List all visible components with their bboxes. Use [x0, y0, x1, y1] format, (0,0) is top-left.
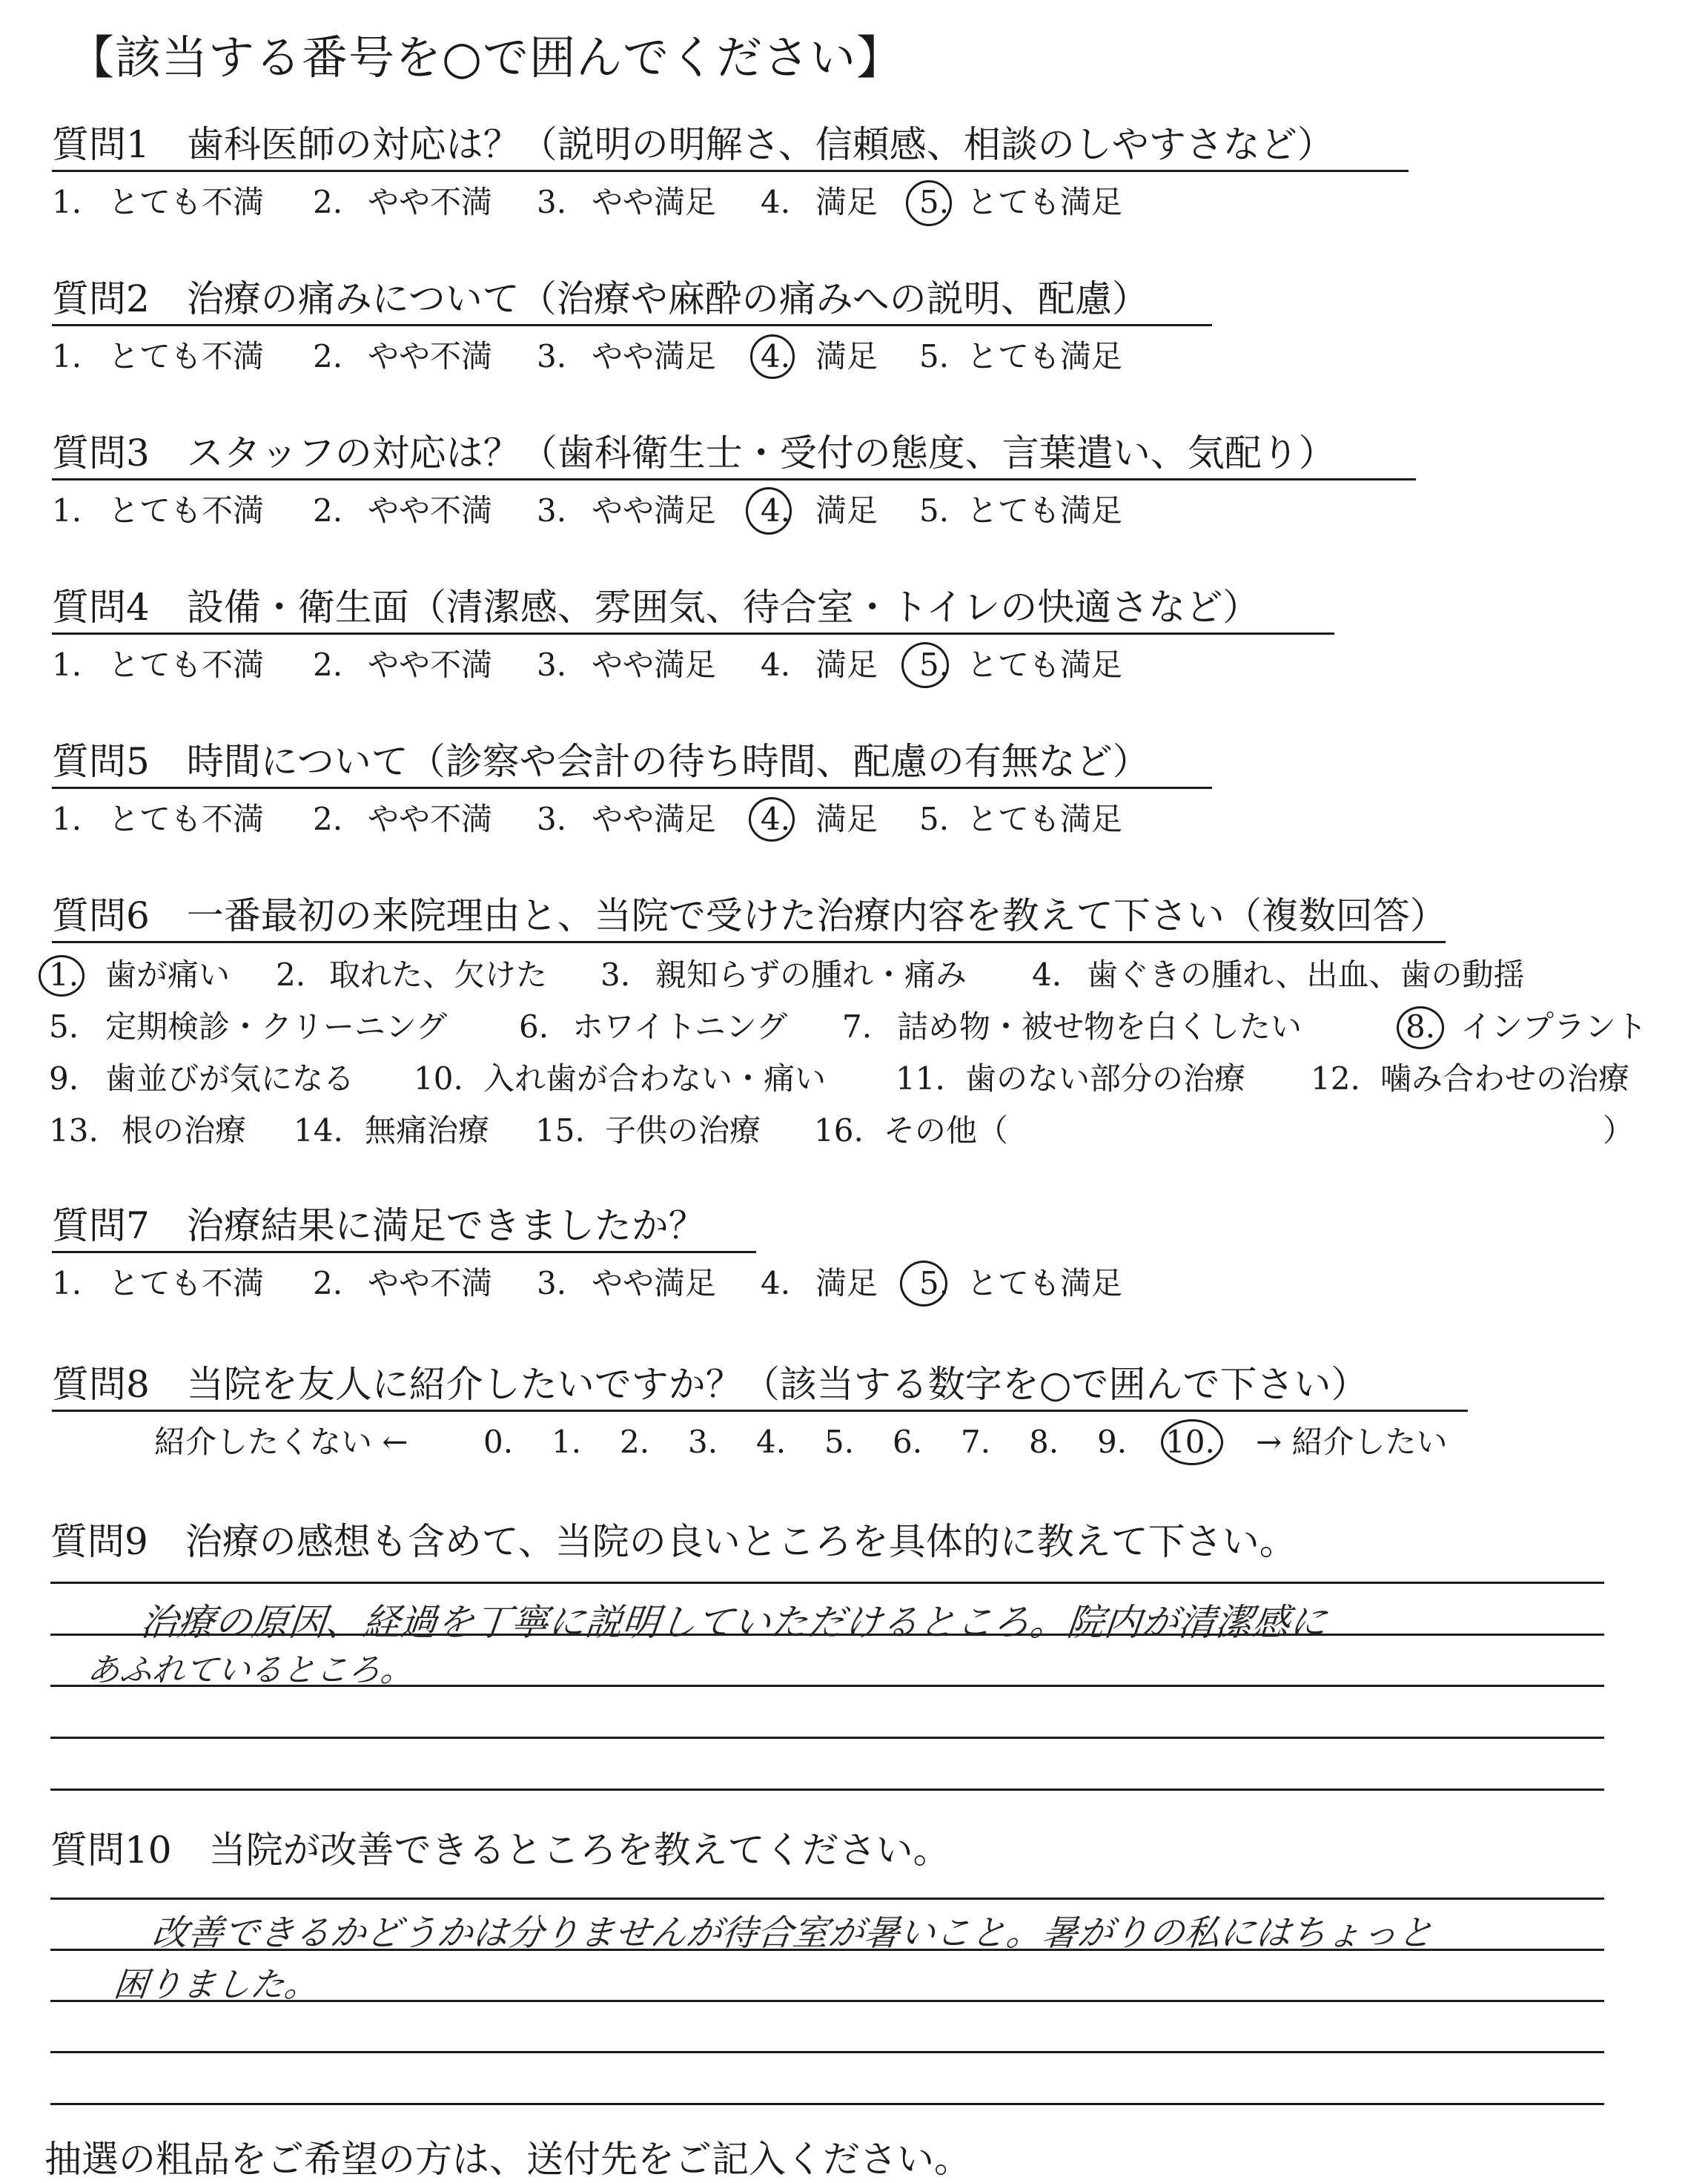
- question-7-title: 質問7 治療結果に満足できましたか？: [52, 1204, 706, 1247]
- question-2-title: 質問2 治療の痛みについて（治療や麻酔の痛みへの説明、配慮）: [52, 277, 1149, 320]
- question-10-answer-line-2[interactable]: 困りました。: [111, 1964, 321, 2004]
- question-9-answer-line-1[interactable]: 治療の原因、経過を丁寧に説明していただけるところ。院内が清潔感に: [138, 1601, 1329, 1644]
- question-5-title: 質問5 時間について（診察や会計の待ち時間、配慮の有無など）: [52, 740, 1150, 783]
- question-3-underline: [52, 478, 1416, 480]
- page-header: 【該当する番号を○で囲んでください】: [68, 30, 904, 85]
- writing-line: [50, 2051, 1604, 2053]
- question-9-answer-line-2[interactable]: あふれているところ。: [85, 1651, 416, 1689]
- question-5-underline: [52, 787, 1212, 789]
- question-8-title: 質問8 当院を友人に紹介したいですか？（該当する数字を○で囲んで下さい）: [52, 1363, 1368, 1406]
- question-1-underline: [52, 170, 1409, 172]
- selected-circle[interactable]: [1161, 1419, 1223, 1465]
- writing-line: [50, 1789, 1604, 1791]
- writing-line: [50, 1898, 1604, 1900]
- question-3-title: 質問3 スタッフの対応は？（歯科衛生士・受付の態度、言葉遣い、気配り）: [52, 432, 1336, 475]
- question-7-underline: [52, 1251, 756, 1253]
- footer-note: 抽選の粗品をご希望の方は、送付先をご記入ください。: [44, 2138, 971, 2181]
- selected-circle[interactable]: [746, 487, 792, 535]
- question-6-underline: [52, 941, 1446, 943]
- question-4-title: 質問4 設備・衛生面（清潔感、雰囲気、待合室・トイレの快適さなど）: [52, 586, 1260, 629]
- selected-circle[interactable]: [39, 955, 85, 997]
- question-10-answer-line-1[interactable]: 改善できるかどうかは分りませんが待合室が暑いこと。暑がりの私にはちょっと: [150, 1912, 1436, 1954]
- writing-line: [50, 2103, 1604, 2105]
- writing-line: [50, 1737, 1604, 1739]
- question-10-title: 質問10 当院が改善できるところを教えてください。: [50, 1829, 950, 1872]
- selected-circle[interactable]: [906, 180, 952, 226]
- selected-circle[interactable]: [900, 1261, 947, 1307]
- question-4-underline: [52, 633, 1334, 635]
- selected-circle[interactable]: [901, 642, 949, 688]
- question-6-title: 質問6 一番最初の来院理由と、当院で受けた治療内容を教えて下さい（複数回答）: [52, 894, 1447, 937]
- writing-line: [50, 1582, 1604, 1584]
- selected-circle[interactable]: [1397, 1006, 1444, 1049]
- survey-page: 【該当する番号を○で囲んでください】 質問1 歯科医師の対応は？（説明の明解さ、信頼感、相談のしやすさなど） 1. とても不満 2. やや不満 3. やや満足 4. 満足 5. とても満足 質問2 治療の痛みについて（治療や麻酔の痛みへの説明、配慮） 1. とても不満 2. やや不満 3. やや満足 4. 満足 5. とても満足 質問3 スタッフの対応は？（歯科衛生士・受付の態度、言葉遣い、気配り） 1. とても不満 2. やや不満 3. やや満足 4. 満足 5. とても満足 質問4 設備・衛生面（清潔感、雰囲気、待合室・トイレの快適さなど） 1. とても不満 2. やや不満 3. やや満足 4. 満足 5. とても満足 質問5 時間について（診察や会計の待ち時間、配慮の有無など） 1. とても不満 2. やや不満 3. やや満足 4. 満足 5. とても満足 質問6 一番最初の来院理由と、当院で受けた治療内容を教えて下さい（複数回答） 1. 歯が痛い 2. 取れた、欠けた 3. 親知らずの腫れ・痛み 4. 歯ぐきの腫れ、出血、歯の動揺 5. 定期検診・クリーニング 6. ホワイトニング 7. 詰め物・被せ物を白くしたい 8. インプラント 9. 歯並びが気になる 10. 入れ歯が合わない・痛い 11. 歯のない部分の治療 12. 噛み合わせの治療 13. 根の治療 14. 無痛治療 15. 子供の治療 16. その他（ ） 質問7 治療結果に満足できましたか？ 1. とても不満 2. やや不満 3. やや満足 4. 満足 5. とても満足 質問8 当院を友人に紹介したいですか？（該当する数字を○で囲んで下さい） 紹介したくない ← 0. 1. 2. 3. 4. 5. 6. 7. 8. 9. 10. → 紹介したい 質問9 治療の感想も含めて、当院の良いところを具体的に教えて下さい。 治療の原因、経過を丁寧に説明していただけるところ。院内が清潔感に あふれているところ。 質問10 当院が改善できるところを教えてください。 改善できるかどうかは分りませんが待合室が暑いこと。暑がりの私にはちょっと 困りました。 抽選の粗品をご希望の方は、送付先をご記入ください。: [0, 0, 1708, 2160]
- selected-circle[interactable]: [749, 797, 795, 842]
- question-2-underline: [52, 324, 1212, 326]
- question-1-title: 質問1 歯科医師の対応は？（説明の明解さ、信頼感、相談のしやすさなど）: [52, 123, 1334, 166]
- selected-circle[interactable]: [750, 334, 795, 379]
- question-8-underline: [52, 1410, 1468, 1412]
- question-9-title: 質問9 治療の感想も含めて、当院の良いところを具体的に教えて下さい。: [50, 1520, 1297, 1563]
